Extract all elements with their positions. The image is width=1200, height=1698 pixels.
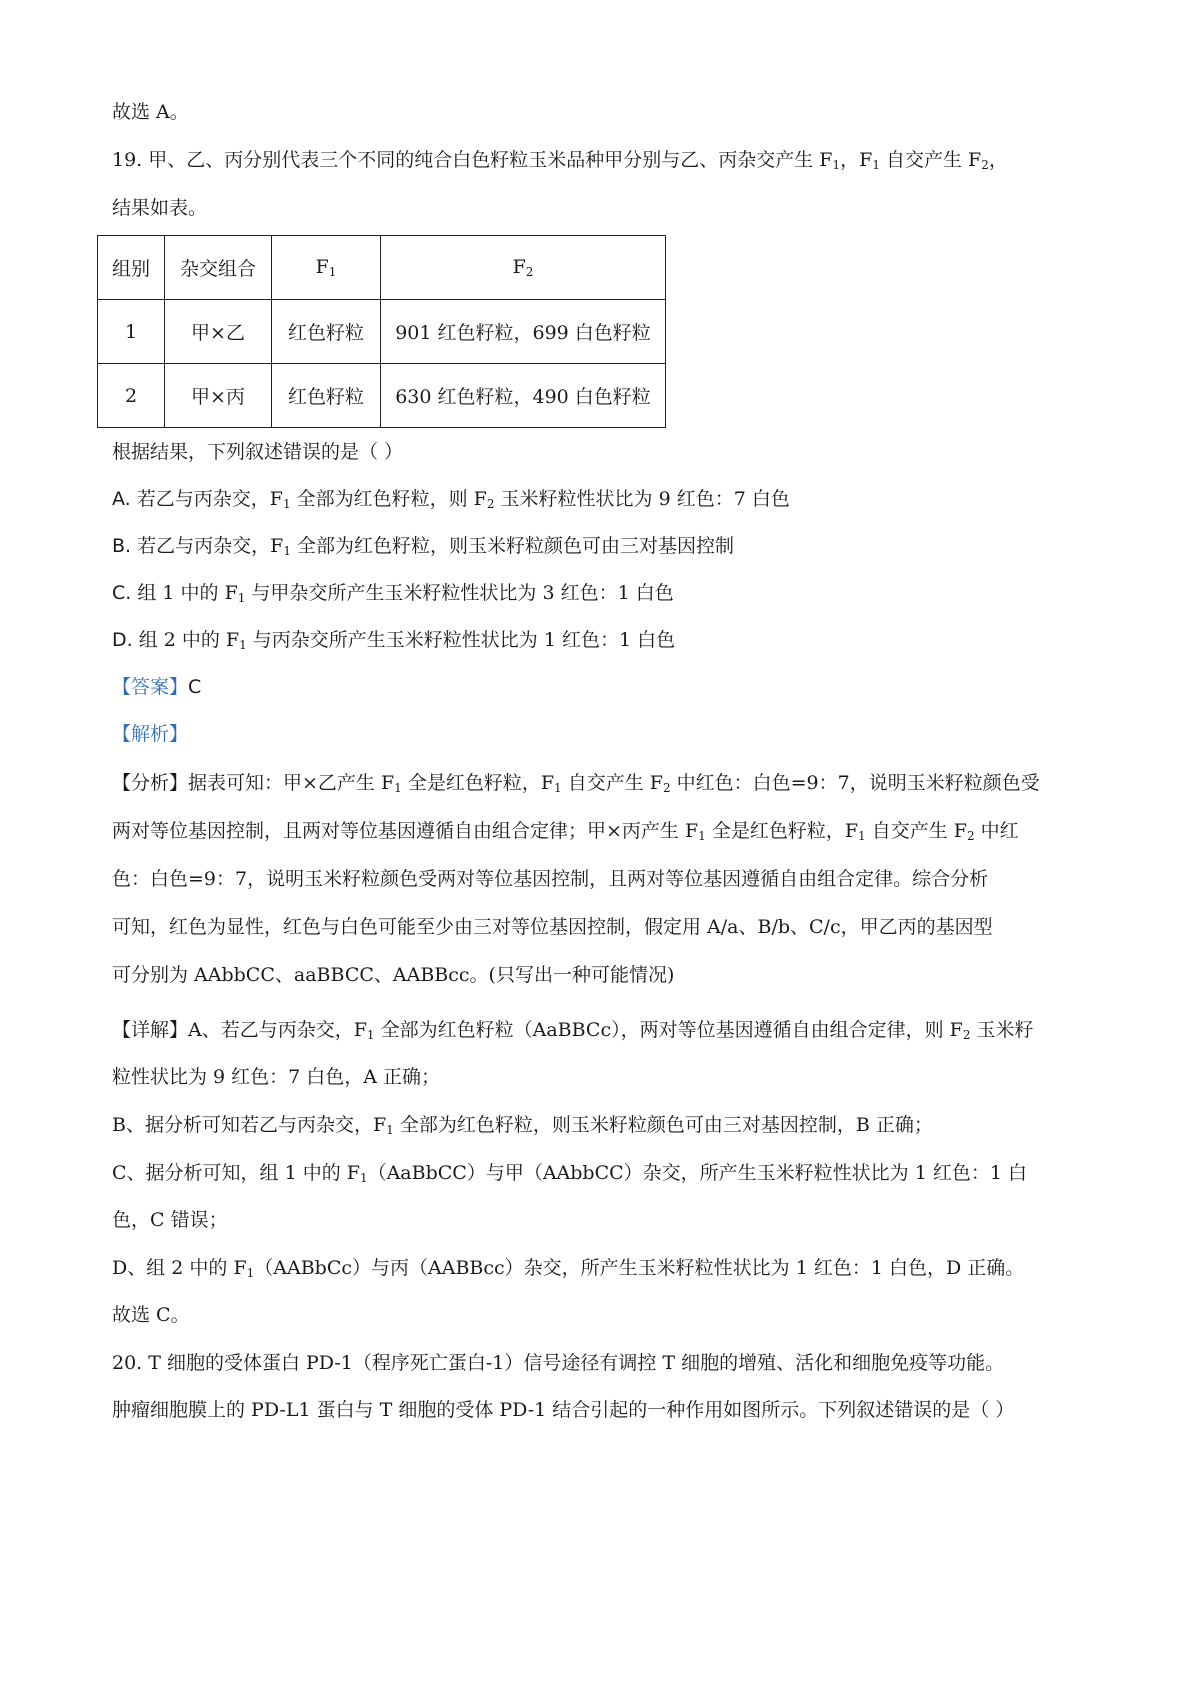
- answer-line: [112, 678, 201, 697]
- header-f2: $F_2$: [381, 236, 666, 300]
- header-cross: 杂交组合: [165, 236, 272, 300]
- table-cell: 1: [98, 300, 165, 364]
- stem-text: 自交产生 F: [879, 149, 982, 171]
- option-label: B.: [112, 535, 132, 557]
- analysis-line-5: 可分别为 AAbbCC、aaBBCC、AABBcc。(只写出一种可能情况): [112, 964, 675, 986]
- table-cell: 2: [98, 364, 165, 428]
- cross-results-table: [97, 235, 666, 428]
- analysis-line-3: 色：白色=9：7，说明玉米籽粒颜色受两对等位基因控制，且两对等位基因遵循自由组合定律。综合分析: [112, 868, 989, 890]
- detail-line-1: 【详解】A、若乙与丙杂交，$F_1$ 全部为红色籽粒（AaBBCc），两对等位基因遵循自由组合定律，则 $F_2$ 玉米籽: [112, 1019, 1034, 1042]
- question-19-prompt: 根据结果，下列叙述错误的是（ ）: [112, 441, 404, 463]
- analysis-label: 【分析】: [112, 772, 189, 794]
- table-cell: 红色籽粒: [272, 300, 381, 364]
- table-row: [98, 300, 666, 364]
- table-cell: 901 红色籽粒，699 白色籽粒: [381, 300, 666, 364]
- analysis-line-4: 可知，红色为显性，红色与白色可能至少由三对等位基因控制，假定用 A/a、B/b、C/c，甲乙丙的基因型: [112, 916, 993, 938]
- option-a: A. 若乙与丙杂交，$F_1$ 全部为红色籽粒，则 $F_2$ 玉米籽粒性状比为 9 红色：7 白色: [112, 488, 790, 511]
- question-20-line-1: 20. T 细胞的受体蛋白 PD-1（程序死亡蛋白-1）信号途径有调控 T 细胞的增殖、活化和细胞免疫等功能。: [112, 1352, 1005, 1374]
- table-cell: 甲×乙: [165, 300, 272, 364]
- explanation-label: 【解析】: [112, 723, 189, 745]
- question-number: 19.: [112, 149, 143, 171]
- detail-line-5: 色，C 错误；: [112, 1209, 228, 1231]
- option-d: D. 组 2 中的 $F_1$ 与丙杂交所产生玉米籽粒性状比为 1 红色：1 白色: [112, 629, 676, 652]
- question-19-stem: [112, 151, 1008, 171]
- option-label: A.: [112, 488, 131, 510]
- detail-line-4: C、据分析可知，组 1 中的 $F_1(AaBbCC)$与甲（AAbbCC）杂交，所产生玉米籽粒性状比为 1 红色：1 白: [112, 1162, 1027, 1185]
- option-label: C.: [112, 582, 132, 604]
- subscript: 1: [832, 158, 841, 172]
- option-c: C. 组 1 中的 $F_1$ 与甲杂交所产生玉米籽粒性状比为 3 红色：1 白色: [112, 582, 674, 605]
- table-header-row: [98, 236, 666, 300]
- question-19-stem-line2: 结果如表。: [112, 197, 208, 219]
- previous-question-conclusion: 故选 A。: [112, 101, 189, 123]
- subscript: 1: [872, 158, 880, 172]
- stem-text: ，F: [840, 149, 873, 171]
- header-group: 组别: [98, 236, 165, 300]
- analysis-line-2: 两对等位基因控制，且两对等位基因遵循自由组合定律；甲×丙产生 $F_1$ 全是红色籽粒，$F_1$ 自交产生 $F_2$ 中红: [112, 820, 1019, 843]
- detail-line-3: B、据分析可知若乙与丙杂交，$F_1$ 全部为红色籽粒，则玉米籽粒颜色可由三对基因控制，B 正确；: [112, 1114, 933, 1137]
- option-label: D.: [112, 629, 133, 651]
- stem-text: 甲、乙、丙分别代表三个不同的纯合白色籽粒玉米品种甲分别与乙、丙杂交产生 F: [148, 149, 833, 171]
- analysis-line-1: 【分析】据表可知：甲×乙产生 $F_1$ 全是红色籽粒，$F_1$ 自交产生 $F_2$ 中红色：白色=9：7，说明玉米籽粒颜色受: [112, 772, 1040, 795]
- table-cell: 红色籽粒: [272, 364, 381, 428]
- stem-text: ，: [988, 149, 1008, 171]
- answer-label: 【答案】: [112, 676, 189, 698]
- table-row: [98, 364, 666, 428]
- header-f1: $F_1$: [272, 236, 381, 300]
- option-b: B. 若乙与丙杂交，$F_1$ 全部为红色籽粒，则玉米籽粒颜色可由三对基因控制: [112, 535, 734, 558]
- detail-label: 【详解】: [112, 1019, 189, 1041]
- table-cell: 甲×丙: [165, 364, 272, 428]
- question-20-line-2: 肿瘤细胞膜上的 PD-L1 蛋白与 T 细胞的受体 PD-1 结合引起的一种作用如图所示。下列叙述错误的是（ ）: [112, 1399, 1015, 1421]
- answer-value: C: [188, 676, 202, 698]
- subscript: 2: [981, 158, 989, 172]
- detail-line-6: D、组 2 中的 $F_1(AABbCc)$与丙（AABBcc）杂交，所产生玉米籽粒性状比为 1 红色：1 白色，D 正确。: [112, 1257, 1025, 1280]
- detail-conclusion: 故选 C。: [112, 1304, 190, 1326]
- table-cell: 630 红色籽粒，490 白色籽粒: [381, 364, 666, 428]
- detail-line-2: 粒性状比为 9 红色：7 白色，A 正确；: [112, 1066, 441, 1088]
